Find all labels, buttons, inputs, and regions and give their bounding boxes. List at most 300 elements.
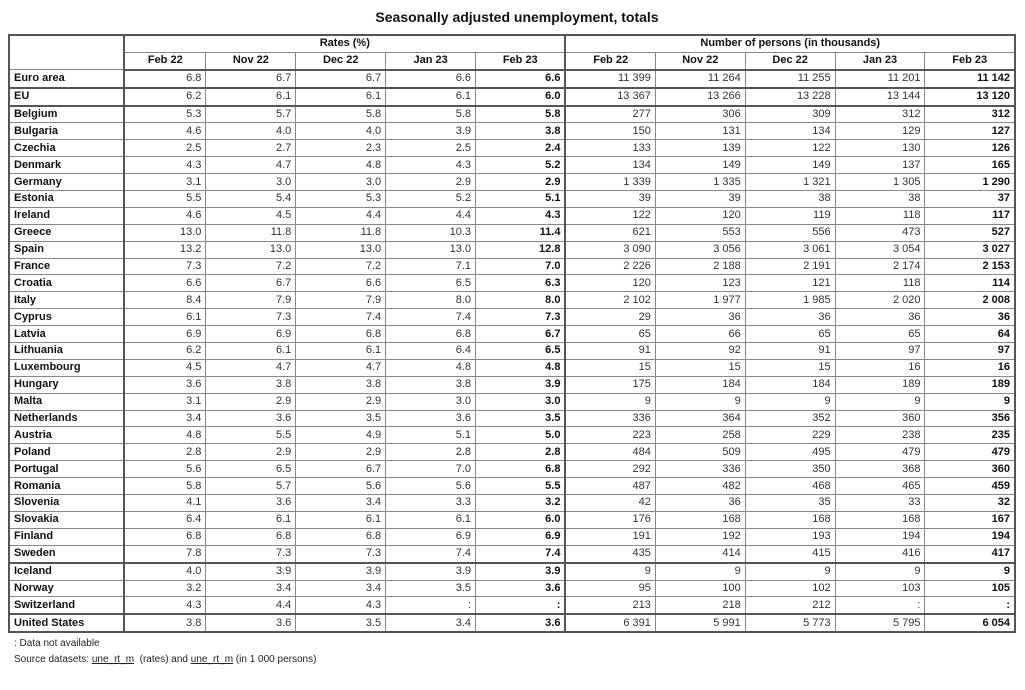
persons-value: 184 (745, 376, 835, 393)
rates-value: 6.8 (124, 528, 206, 545)
table-row (9, 258, 1015, 275)
country-name: Cyprus (9, 309, 124, 326)
rates-value: 6.7 (296, 70, 386, 88)
rates-value: 13.0 (296, 241, 386, 258)
persons-value: 37 (925, 191, 1015, 208)
rates-value: 6.7 (206, 275, 296, 292)
persons-value: 129 (835, 123, 925, 140)
persons-value: 553 (655, 224, 745, 241)
rates-value: 7.4 (296, 309, 386, 326)
persons-value: 38 (835, 191, 925, 208)
rates-value: 4.3 (124, 157, 206, 174)
rates-value: 5.5 (124, 191, 206, 208)
rates-value: 4.0 (296, 123, 386, 140)
country-name: Norway (9, 580, 124, 597)
persons-value: 484 (565, 444, 655, 461)
unemployment-table (8, 34, 1016, 633)
persons-value: 133 (565, 140, 655, 157)
rates-value: 4.6 (124, 207, 206, 224)
persons-value: 168 (745, 511, 835, 528)
not-available-note: : Data not available (14, 638, 100, 649)
persons-value: 120 (565, 275, 655, 292)
persons-value: 479 (925, 444, 1015, 461)
country-name: Italy (9, 292, 124, 309)
persons-value: 5 991 (655, 614, 745, 632)
persons-value: 3 061 (745, 241, 835, 258)
country-name: Iceland (9, 563, 124, 580)
rates-value: 6.9 (206, 326, 296, 343)
rates-value: 4.0 (206, 123, 296, 140)
rates-value: 6.4 (386, 343, 476, 360)
rates-value: 6.8 (296, 528, 386, 545)
table-row (9, 157, 1015, 174)
table-row (9, 478, 1015, 495)
rates-value: 2.9 (206, 444, 296, 461)
rates-value: 6.6 (476, 70, 566, 88)
table-row (9, 241, 1015, 258)
persons-value: 2 188 (655, 258, 745, 275)
table-row (9, 207, 1015, 224)
corner-cell (9, 35, 124, 70)
rates-value: 5.6 (124, 461, 206, 478)
persons-value: 2 020 (835, 292, 925, 309)
persons-value: 495 (745, 444, 835, 461)
rates-value: 7.8 (124, 545, 206, 562)
persons-value: 2 102 (565, 292, 655, 309)
persons-value: 97 (835, 343, 925, 360)
persons-value: 122 (745, 140, 835, 157)
rates-value: 6.8 (296, 326, 386, 343)
rates-value: 5.8 (124, 478, 206, 495)
country-name: Germany (9, 174, 124, 191)
country-name: Switzerland (9, 597, 124, 614)
table-row (9, 123, 1015, 140)
persons-value: 11 255 (745, 70, 835, 88)
persons-value: 415 (745, 545, 835, 562)
country-name: Spain (9, 241, 124, 258)
persons-value: 29 (565, 309, 655, 326)
rates-value: 6.7 (206, 70, 296, 88)
rates-value: 4.5 (124, 359, 206, 376)
persons-value: 126 (925, 140, 1015, 157)
table-row (9, 528, 1015, 545)
persons-value: 3 090 (565, 241, 655, 258)
persons-value: 15 (655, 359, 745, 376)
persons-value: 122 (565, 207, 655, 224)
persons-value: 3 027 (925, 241, 1015, 258)
persons-value: 168 (655, 511, 745, 528)
persons-value: 119 (745, 207, 835, 224)
country-name: Estonia (9, 191, 124, 208)
persons-value: 1 321 (745, 174, 835, 191)
persons-value: 65 (745, 326, 835, 343)
rates-value: 7.3 (476, 309, 566, 326)
persons-month-header: Nov 22 (655, 52, 745, 69)
table-row (9, 140, 1015, 157)
table-row (9, 597, 1015, 614)
persons-value: 194 (925, 528, 1015, 545)
table-row (9, 70, 1015, 88)
rates-value: 6.9 (386, 528, 476, 545)
persons-group-header: Number of persons (in thousands) (565, 35, 1015, 52)
rates-value: 7.4 (386, 545, 476, 562)
rates-value: 11.8 (296, 224, 386, 241)
rates-value: : (476, 597, 566, 614)
country-name: Denmark (9, 157, 124, 174)
persons-value: 91 (745, 343, 835, 360)
rates-value: 3.6 (206, 410, 296, 427)
persons-value: 167 (925, 511, 1015, 528)
country-name: Poland (9, 444, 124, 461)
rates-value: 2.8 (476, 444, 566, 461)
rates-value: 6.8 (386, 326, 476, 343)
rates-value: 6.2 (124, 88, 206, 106)
rates-value: 5.1 (386, 427, 476, 444)
persons-value: 621 (565, 224, 655, 241)
rates-value: 3.0 (476, 393, 566, 410)
rates-value: 4.3 (476, 207, 566, 224)
persons-value: 487 (565, 478, 655, 495)
rates-value: 7.1 (386, 258, 476, 275)
persons-value: 350 (745, 461, 835, 478)
country-name: Croatia (9, 275, 124, 292)
rates-value: 3.2 (124, 580, 206, 597)
persons-value: 556 (745, 224, 835, 241)
persons-value: 479 (835, 444, 925, 461)
table-row (9, 393, 1015, 410)
persons-value: 13 266 (655, 88, 745, 106)
persons-value: 92 (655, 343, 745, 360)
rates-value: 3.0 (386, 393, 476, 410)
table-row (9, 191, 1015, 208)
persons-value: 120 (655, 207, 745, 224)
persons-value: 6 054 (925, 614, 1015, 632)
persons-value: 360 (835, 410, 925, 427)
country-name: Portugal (9, 461, 124, 478)
persons-value: 11 142 (925, 70, 1015, 88)
persons-value: 105 (925, 580, 1015, 597)
rates-value: 3.2 (476, 495, 566, 512)
rates-value: 8.4 (124, 292, 206, 309)
persons-value: 1 335 (655, 174, 745, 191)
rates-value: 5.8 (386, 106, 476, 123)
persons-value: 1 305 (835, 174, 925, 191)
rates-value: 3.9 (386, 563, 476, 580)
persons-value: 2 226 (565, 258, 655, 275)
table-row (9, 359, 1015, 376)
persons-value: 312 (835, 106, 925, 123)
persons-value: 223 (565, 427, 655, 444)
persons-value: 9 (655, 563, 745, 580)
rates-value: 6.1 (296, 88, 386, 106)
rates-value: 4.4 (206, 597, 296, 614)
rates-value: 5.4 (206, 191, 296, 208)
persons-value: 2 008 (925, 292, 1015, 309)
table-title: Seasonally adjusted unemployment, totals (375, 9, 659, 25)
rates-value: 3.5 (296, 614, 386, 632)
rates-value: 5.2 (386, 191, 476, 208)
rates-value: 6.8 (206, 528, 296, 545)
rates-value: 3.9 (206, 563, 296, 580)
rates-value: 5.5 (206, 427, 296, 444)
rates-value: 11.4 (476, 224, 566, 241)
rates-value: 2.4 (476, 140, 566, 157)
rates-value: 6.5 (206, 461, 296, 478)
persons-value: 306 (655, 106, 745, 123)
rates-value: 7.3 (206, 309, 296, 326)
rates-value: 2.8 (386, 444, 476, 461)
rates-value: 7.3 (296, 545, 386, 562)
rates-value: 4.1 (124, 495, 206, 512)
persons-value: 65 (835, 326, 925, 343)
persons-value: 1 977 (655, 292, 745, 309)
persons-value: 435 (565, 545, 655, 562)
persons-value: 258 (655, 427, 745, 444)
rates-value: 4.8 (124, 427, 206, 444)
persons-value: 36 (655, 495, 745, 512)
rates-value: 13.0 (124, 224, 206, 241)
persons-value: 352 (745, 410, 835, 427)
country-name: EU (9, 88, 124, 106)
persons-value: 131 (655, 123, 745, 140)
persons-value: 65 (565, 326, 655, 343)
persons-value: 38 (745, 191, 835, 208)
persons-value: 194 (835, 528, 925, 545)
persons-value: 184 (655, 376, 745, 393)
persons-value: 36 (925, 309, 1015, 326)
persons-value: 482 (655, 478, 745, 495)
persons-value: 134 (745, 123, 835, 140)
country-name: United States (9, 614, 124, 632)
rates-value: 6.4 (124, 511, 206, 528)
rates-value: 5.1 (476, 191, 566, 208)
rates-value: 6.7 (476, 326, 566, 343)
rates-value: 5.6 (386, 478, 476, 495)
persons-value: 165 (925, 157, 1015, 174)
group-header-row (9, 35, 1015, 52)
persons-value: 15 (565, 359, 655, 376)
persons-value: 66 (655, 326, 745, 343)
rates-value: 4.6 (124, 123, 206, 140)
rates-value: 7.2 (296, 258, 386, 275)
rates-value: 3.9 (476, 563, 566, 580)
persons-value: 95 (565, 580, 655, 597)
persons-value: 468 (745, 478, 835, 495)
persons-value: 13 367 (565, 88, 655, 106)
rates-value: 4.8 (296, 157, 386, 174)
rates-value: 4.7 (296, 359, 386, 376)
persons-value: 192 (655, 528, 745, 545)
country-name: Latvia (9, 326, 124, 343)
table-row (9, 511, 1015, 528)
persons-value: 42 (565, 495, 655, 512)
rates-value: 3.4 (206, 580, 296, 597)
rates-value: 10.3 (386, 224, 476, 241)
persons-value: 118 (835, 275, 925, 292)
rates-value: 5.3 (124, 106, 206, 123)
persons-value: 11 264 (655, 70, 745, 88)
persons-value: 121 (745, 275, 835, 292)
persons-value: 13 144 (835, 88, 925, 106)
rates-value: 4.8 (386, 359, 476, 376)
rates-value: 6.1 (124, 309, 206, 326)
persons-value: 191 (565, 528, 655, 545)
persons-value: 64 (925, 326, 1015, 343)
rates-value: 5.5 (476, 478, 566, 495)
rates-value: 7.9 (206, 292, 296, 309)
persons-value: 176 (565, 511, 655, 528)
persons-value: 473 (835, 224, 925, 241)
persons-value: : (925, 597, 1015, 614)
persons-value: 2 191 (745, 258, 835, 275)
rates-value: 4.0 (124, 563, 206, 580)
rates-value: 3.0 (206, 174, 296, 191)
persons-value: 235 (925, 427, 1015, 444)
persons-value: 13 228 (745, 88, 835, 106)
persons-month-header: Dec 22 (745, 52, 835, 69)
rates-value: 2.9 (296, 393, 386, 410)
rates-value: 3.8 (124, 614, 206, 632)
rates-value: 2.9 (386, 174, 476, 191)
rates-value: 7.2 (206, 258, 296, 275)
rates-value: 8.0 (386, 292, 476, 309)
rates-value: 6.0 (476, 511, 566, 528)
rates-value: 6.8 (476, 461, 566, 478)
rates-value: 3.0 (296, 174, 386, 191)
persons-value: 97 (925, 343, 1015, 360)
rates-value: 4.4 (296, 207, 386, 224)
rates-value: 3.6 (124, 376, 206, 393)
rates-value: 3.6 (476, 580, 566, 597)
persons-value: 127 (925, 123, 1015, 140)
persons-value: 6 391 (565, 614, 655, 632)
rates-value: 7.3 (206, 545, 296, 562)
rates-value: 2.8 (124, 444, 206, 461)
persons-value: 312 (925, 106, 1015, 123)
rates-value: 6.6 (124, 275, 206, 292)
rates-value: 4.3 (296, 597, 386, 614)
persons-value: 3 056 (655, 241, 745, 258)
persons-value: 33 (835, 495, 925, 512)
persons-value: 465 (835, 478, 925, 495)
table-row (9, 174, 1015, 191)
persons-value: 229 (745, 427, 835, 444)
rates-value: 6.6 (296, 275, 386, 292)
table-row (9, 88, 1015, 106)
rates-value: 3.1 (124, 174, 206, 191)
table-body (9, 70, 1015, 632)
country-name: Slovakia (9, 511, 124, 528)
country-name: Austria (9, 427, 124, 444)
country-name: Hungary (9, 376, 124, 393)
rates-value: 6.9 (124, 326, 206, 343)
persons-value: 103 (835, 580, 925, 597)
persons-value: 1 290 (925, 174, 1015, 191)
persons-value: 9 (925, 393, 1015, 410)
country-name: Slovenia (9, 495, 124, 512)
rates-value: 6.1 (296, 511, 386, 528)
persons-value: 32 (925, 495, 1015, 512)
country-name: Belgium (9, 106, 124, 123)
rates-value: 6.1 (296, 343, 386, 360)
persons-value: 134 (565, 157, 655, 174)
rates-value: 3.6 (476, 614, 566, 632)
rates-value: 7.9 (296, 292, 386, 309)
rates-value: 6.6 (386, 70, 476, 88)
rates-value: 3.5 (386, 580, 476, 597)
rates-value: 3.3 (386, 495, 476, 512)
persons-value: 9 (655, 393, 745, 410)
persons-value: 509 (655, 444, 745, 461)
rates-value: 3.9 (476, 376, 566, 393)
persons-value: 118 (835, 207, 925, 224)
rates-value: 3.4 (296, 580, 386, 597)
persons-value: 9 (565, 563, 655, 580)
rates-value: 4.8 (476, 359, 566, 376)
persons-value: 356 (925, 410, 1015, 427)
rates-value: 5.2 (476, 157, 566, 174)
rates-value: 2.5 (124, 140, 206, 157)
country-name: Finland (9, 528, 124, 545)
persons-value: 16 (835, 359, 925, 376)
source-mid: (rates) and (134, 654, 191, 665)
rates-value: 13.0 (386, 241, 476, 258)
rates-month-header: Feb 23 (476, 52, 566, 69)
persons-dataset-link[interactable]: une_rt_m (190, 654, 234, 665)
persons-value: 168 (835, 511, 925, 528)
persons-value: 117 (925, 207, 1015, 224)
rates-value: 3.8 (296, 376, 386, 393)
table-row (9, 309, 1015, 326)
rates-value: 3.1 (124, 393, 206, 410)
persons-value: 39 (655, 191, 745, 208)
country-name: Malta (9, 393, 124, 410)
rates-dataset-link[interactable]: une_rt_m (91, 654, 135, 665)
persons-value: 35 (745, 495, 835, 512)
persons-value: 336 (655, 461, 745, 478)
persons-value: 212 (745, 597, 835, 614)
rates-value: 4.9 (296, 427, 386, 444)
rates-value: 3.8 (476, 123, 566, 140)
rates-value: 12.8 (476, 241, 566, 258)
persons-value: 527 (925, 224, 1015, 241)
persons-value: 175 (565, 376, 655, 393)
persons-value: 193 (745, 528, 835, 545)
country-name: Lithuania (9, 343, 124, 360)
rates-value: 4.5 (206, 207, 296, 224)
persons-value: 9 (565, 393, 655, 410)
persons-value: 9 (835, 393, 925, 410)
country-name: Greece (9, 224, 124, 241)
persons-value: 2 153 (925, 258, 1015, 275)
persons-value: 5 773 (745, 614, 835, 632)
table-row (9, 427, 1015, 444)
table-row (9, 461, 1015, 478)
persons-month-header: Jan 23 (835, 52, 925, 69)
persons-value: 368 (835, 461, 925, 478)
persons-value: 1 985 (745, 292, 835, 309)
country-name: Netherlands (9, 410, 124, 427)
rates-value: 3.5 (296, 410, 386, 427)
persons-value: 417 (925, 545, 1015, 562)
persons-value: 39 (565, 191, 655, 208)
rates-value: 5.7 (206, 478, 296, 495)
rates-value: 3.8 (386, 376, 476, 393)
persons-value: 130 (835, 140, 925, 157)
rates-value: 3.4 (124, 410, 206, 427)
source-note (14, 654, 316, 665)
rates-value: 2.5 (386, 140, 476, 157)
